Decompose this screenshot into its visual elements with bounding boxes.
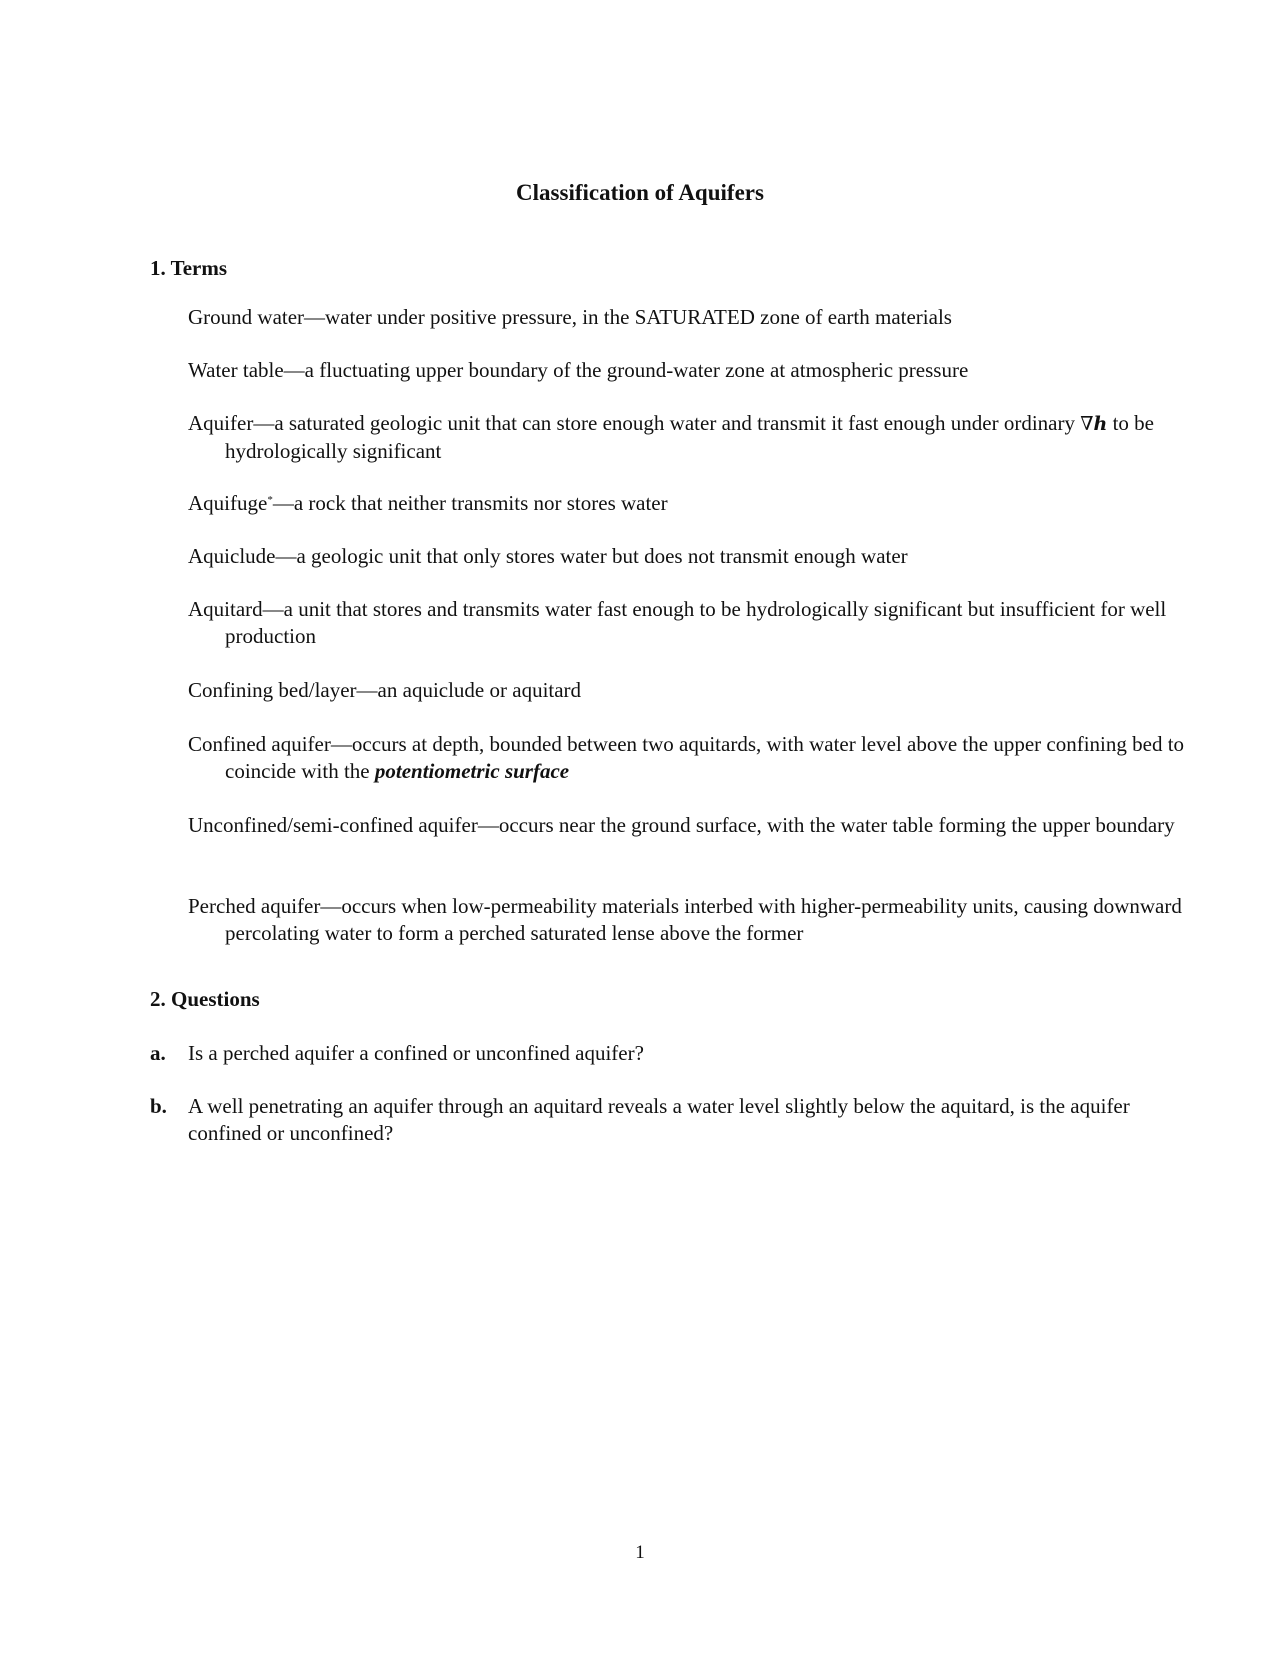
em-dash: — (330, 732, 352, 756)
em-dash: — (275, 544, 297, 568)
question-b (150, 1093, 1130, 1147)
question-a (150, 1040, 1130, 1067)
term-definition: a fluctuating upper boundary of the ground-water zone at atmospheric pressure (304, 358, 969, 382)
questions-heading: 2. Questions (150, 987, 260, 1011)
term-aquifuge (188, 490, 1185, 517)
term-definition: an aquiclude or aquitard (377, 678, 582, 702)
term-confining-bed (188, 677, 1185, 704)
term-label: Confined aquifer (188, 732, 331, 756)
em-dash: — (320, 894, 342, 918)
term-definition: occurs when low-permeability materials interbed with higher-permeability units, causing downward percolating water to form a perched saturated lense above the former (225, 894, 1182, 945)
footnote-mark: * (267, 494, 273, 506)
term-definition: water under positive pressure, in the SATURATED zone of earth materials (325, 305, 952, 329)
term-definition: a rock that neither transmits nor stores water (293, 491, 668, 515)
em-dash: — (272, 491, 294, 515)
question-text: Is a perched aquifer a confined or unconfined aquifer? (188, 1041, 644, 1065)
term-aquifer (188, 410, 1185, 465)
page-number: 1 (635, 1542, 645, 1563)
head-variable: h (1093, 413, 1108, 435)
em-dash: — (283, 358, 305, 382)
document-title: Classification of Aquifers (516, 180, 764, 205)
nabla-symbol: ∇ (1080, 413, 1094, 435)
term-definition: occurs near the ground surface, with the water table forming the upper boundary (498, 813, 1175, 837)
em-dash: — (304, 305, 326, 329)
term-perched-aquifer (188, 893, 1185, 947)
em-dash: — (477, 813, 499, 837)
term-ground-water (188, 304, 1185, 331)
term-label: Aquifuge (188, 491, 268, 515)
term-label: Aquifer (188, 411, 254, 435)
potentiometric-surface-emphasis: potentiometric surface (374, 759, 570, 783)
term-label: Aquiclude (188, 544, 276, 568)
em-dash: — (356, 678, 378, 702)
term-aquitard (188, 596, 1185, 650)
term-label: Perched aquifer (188, 894, 321, 918)
question-label: a. (150, 1041, 166, 1065)
question-text: A well penetrating an aquifer through an aquitard reveals a water level slightly below the aquitard, is the aquifer confined or unconfined? (188, 1094, 1130, 1145)
term-definition: occurs at depth, bounded between two aquitards, with water level above the upper confining bed to coincide with the (225, 732, 1185, 783)
term-label: Confining bed/layer (188, 678, 357, 702)
em-dash: — (262, 597, 284, 621)
term-definition: a unit that stores and transmits water fast enough to be hydrologically significant but insufficient for well production (225, 597, 1167, 648)
term-aquiclude (188, 543, 1185, 570)
term-definition: a saturated geologic unit that can store enough water and transmit it fast enough under ordinary (274, 411, 1081, 435)
term-confined-aquifer (188, 731, 1185, 785)
term-label: Water table (188, 358, 284, 382)
question-label: b. (150, 1094, 167, 1118)
term-unconfined-aquifer (188, 812, 1185, 839)
em-dash: — (253, 411, 275, 435)
term-label: Ground water (188, 305, 305, 329)
term-water-table (188, 357, 1185, 384)
term-label: Unconfined/semi-confined aquifer (188, 813, 478, 837)
term-label: Aquitard (188, 597, 263, 621)
term-definition-end: to be hydrologically significant (225, 411, 1154, 463)
terms-heading: 1. Terms (150, 256, 228, 280)
term-definition: a geologic unit that only stores water but does not transmit enough water (296, 544, 908, 568)
